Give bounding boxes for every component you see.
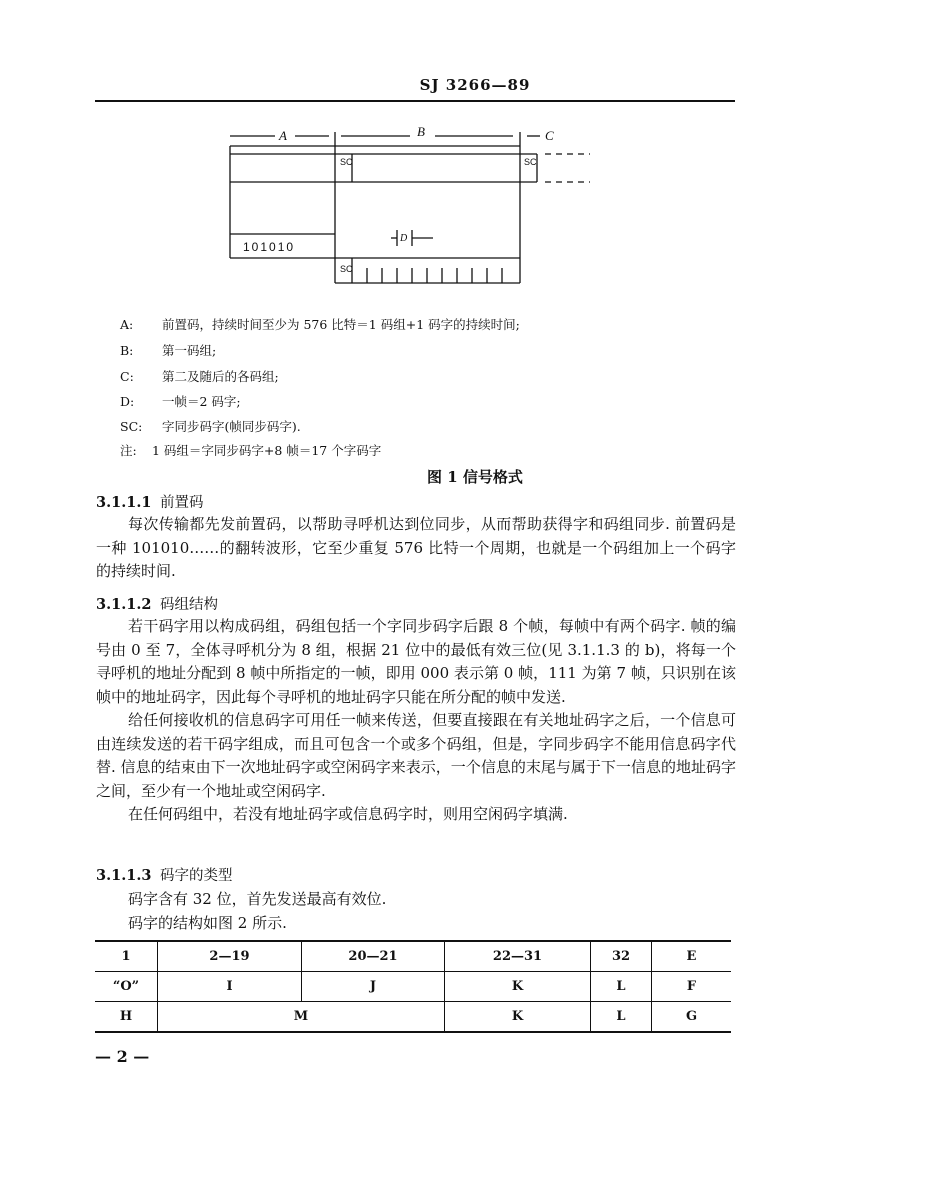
table-cell: M: [158, 1002, 445, 1033]
table-cell: E: [652, 941, 732, 972]
table-cell: 1: [95, 941, 158, 972]
table-cell: F: [652, 972, 732, 1002]
signal-format-diagram: [215, 118, 595, 288]
sc-label-c: SC: [524, 157, 537, 167]
paragraph: 在任何码组中，若没有地址码字或信息码字时，则用空闲码字填满.: [128, 805, 568, 823]
paragraph: 若干码字用以构成码组，码组包括一个字同步码字后跟 8 个帧，每帧中有两个码字. 帧的编号由 0 至 7，全体寻呼机分为 8 组，根据 21 位中的最低有效三位(见 3.1.1.3 的 b)，将每一个寻呼机的地址分配到 8 帧中所指定的一帧，即用 000 表示第 0 帧，111 为第 7 帧，只识别在该帧中的地址码字，因此每个寻呼机的地址码字只能在所分配的帧中发送.: [96, 617, 736, 706]
legend-b: B: 第一码组;: [120, 343, 217, 358]
table-cell: 2—19: [158, 941, 302, 972]
legend-a: A: 前置码，持续时间至少为 576 比特＝1 码组+1 码字的持续时间;: [120, 317, 520, 332]
paragraph: 码字含有 32 位，首先发送最高有效位.: [128, 890, 387, 908]
table-cell: H: [95, 1002, 158, 1033]
section-3-1-1-1-body: [96, 513, 736, 584]
section-heading-3-1-1-2: 3.1.1.2 码组结构: [96, 596, 218, 613]
document-code: SJ 3266—89: [419, 76, 531, 94]
table-row: [95, 972, 731, 1002]
header-rule: [95, 100, 735, 102]
table-cell: L: [591, 1002, 652, 1033]
table-row: [95, 941, 731, 972]
label-c: C: [545, 128, 554, 143]
table-cell: K: [445, 972, 591, 1002]
section-heading-3-1-1-1: 3.1.1.1 前置码: [96, 494, 204, 511]
table-cell: 22—31: [445, 941, 591, 972]
section-3-1-1-3-body: [96, 888, 736, 935]
legend-note: 注: 1 码组＝字同步码字+8 帧＝17 个字码字: [120, 443, 382, 458]
table-cell: G: [652, 1002, 732, 1033]
paragraph: 给任何接收机的信息码字可用任一帧来传送，但要直接跟在有关地址码字之后，一个信息可由连续发送的若干码字组成，而且可包含一个或多个码组，但是，字同步码字不能用信息码字代替. 信息的结束由下一次地址码字或空闲码字来表示，一个信息的末尾与属于下一信息的地址码字之间，至少有一个地址或空闲码字.: [96, 711, 736, 800]
section-heading-3-1-1-3: 3.1.1.3 码字的类型: [96, 867, 233, 884]
table-cell: 20—21: [302, 941, 445, 972]
table-cell: L: [591, 972, 652, 1002]
sc-label-b: SC: [340, 157, 353, 167]
legend-sc: SC: 字同步码字(帧同步码字).: [120, 419, 301, 434]
table-row: [95, 1002, 731, 1033]
paragraph: 码字的结构如图 2 所示.: [128, 913, 287, 932]
table-cell: “O”: [95, 972, 158, 1002]
section-3-1-1-2-body: [96, 615, 736, 827]
sc-label-lower: SC: [340, 264, 353, 274]
table-cell: J: [302, 972, 445, 1002]
page-number: — 2 —: [95, 1047, 150, 1066]
label-b: B: [417, 124, 425, 139]
table-cell: K: [445, 1002, 591, 1033]
legend-c: C: 第二及随后的各码组;: [120, 369, 279, 384]
legend-d: D: 一帧＝2 码字;: [120, 394, 241, 409]
label-a: A: [279, 128, 287, 143]
figure-caption: 图 1 信号格式: [427, 468, 523, 486]
table-cell: 32: [591, 941, 652, 972]
paragraph: 每次传输都先发前置码，以帮助寻呼机达到位同步，从而帮助获得字和码组同步. 前置码是一种 101010……的翻转波形，它至少重复 576 比特一个周期，也就是一个码组加上一个码字的持续时间.: [96, 515, 736, 580]
preamble-sequence: 101010: [243, 240, 296, 254]
table-cell: I: [158, 972, 302, 1002]
codeword-structure-table: [95, 940, 731, 1033]
label-d: D: [400, 233, 408, 244]
